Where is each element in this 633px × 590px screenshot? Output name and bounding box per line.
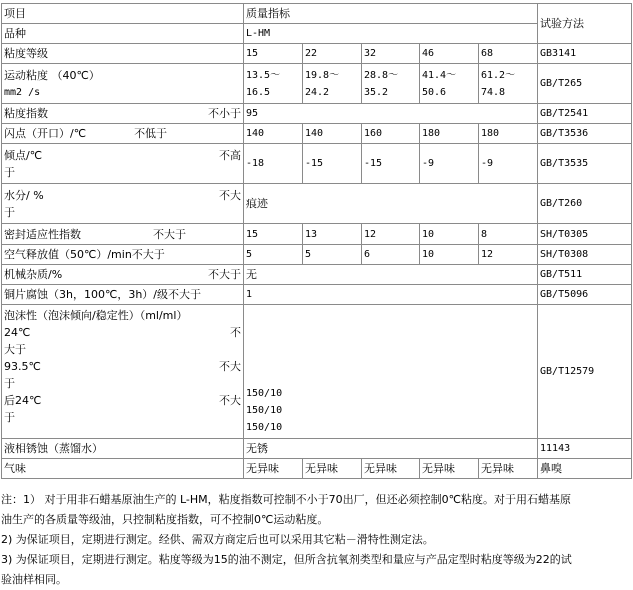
pour-value: -15 bbox=[303, 144, 362, 184]
odor-value: 无异味 bbox=[420, 459, 479, 479]
foam-t2: 93.5℃ bbox=[4, 360, 41, 373]
variety-row bbox=[2, 24, 632, 44]
foam-t2-limit: 不大 bbox=[219, 360, 241, 373]
odor-value: 无异味 bbox=[244, 459, 303, 479]
foam-t3: 后24℃ bbox=[4, 394, 42, 407]
vi-limit: 不小于 bbox=[208, 107, 241, 120]
grade-value: 32 bbox=[362, 44, 420, 64]
vi-label-cell bbox=[2, 104, 244, 124]
flash-value: 140 bbox=[244, 124, 303, 144]
impurity-label: 机械杂质/% bbox=[4, 268, 63, 281]
odor-value: 无异味 bbox=[479, 459, 538, 479]
grade-value: 22 bbox=[303, 44, 362, 64]
method-cell: GB/T260 bbox=[538, 184, 632, 224]
copper-label: 铜片腐蚀（3h，100℃，3h）/级不大于 bbox=[2, 285, 244, 305]
flash-value: 140 bbox=[303, 124, 362, 144]
table-row bbox=[2, 144, 632, 184]
spec-table bbox=[1, 3, 632, 479]
pour-limit: 不高 bbox=[219, 148, 241, 162]
seal-value: 12 bbox=[362, 224, 420, 245]
method-cell: GB3141 bbox=[538, 44, 632, 64]
grade-value: 68 bbox=[479, 44, 538, 64]
viscosity-cell bbox=[420, 64, 479, 104]
note-line: 2) 为保证项目，定期进行测定。经供、需双方商定后也可以采用其它粘－滑特性测定法。 bbox=[1, 533, 434, 546]
table-row bbox=[2, 44, 632, 64]
pour-label-cell bbox=[2, 144, 244, 184]
note-line: 3) 为保证项目，定期进行测定。粘度等级为15的油不测定，但所含抗氧剂类型和量应与产品定型时粘度等级为22的试 bbox=[1, 553, 572, 566]
note-line: 油生产的各质量等级油，只控制粘度指数，可不控制0℃运动粘度。 bbox=[1, 513, 329, 526]
method-cell: GB/T3536 bbox=[538, 124, 632, 144]
foam-t2-limit-cont: 于 bbox=[4, 377, 15, 390]
foam-t1: 24℃ bbox=[4, 326, 31, 339]
method-cell: GB/T5096 bbox=[538, 285, 632, 305]
viscosity-cell bbox=[303, 64, 362, 104]
seal-limit: 不大于 bbox=[153, 227, 186, 241]
pour-limit-cont: 于 bbox=[4, 165, 15, 179]
foam-t3-limit-cont: 于 bbox=[4, 411, 15, 424]
viscosity-max: 24.2 bbox=[305, 86, 330, 98]
foam-t3-limit: 不大 bbox=[219, 394, 241, 407]
foam-value: 150/10 bbox=[246, 422, 283, 433]
foam-t1-limit: 不 bbox=[230, 326, 241, 339]
table-row bbox=[2, 245, 632, 265]
method-cell: SH/T0308 bbox=[538, 245, 632, 265]
viscosity-cell bbox=[362, 64, 420, 104]
air-label: 空气释放值（50℃）/min不大于 bbox=[2, 245, 244, 265]
foam-label: 泡沫性（泡沫倾向/稳定性）（ml/ml） bbox=[4, 309, 188, 322]
water-limit-cont: 于 bbox=[4, 205, 15, 219]
method-cell: GB/T265 bbox=[538, 64, 632, 104]
viscosity-unit: mm2 /s bbox=[4, 86, 41, 98]
viscosity-min: 28.8～ bbox=[364, 69, 399, 81]
table-row bbox=[2, 64, 632, 104]
method-cell: 11143 bbox=[538, 439, 632, 459]
foam-values-cell bbox=[244, 305, 538, 439]
table-row bbox=[2, 439, 632, 459]
note-line: 验油样相同。 bbox=[1, 573, 67, 586]
air-value: 10 bbox=[420, 245, 479, 265]
item-header: 项目 bbox=[2, 4, 244, 24]
table-row bbox=[2, 184, 632, 224]
foam-t1-limit-cont: 大于 bbox=[4, 343, 26, 356]
table-row bbox=[2, 104, 632, 124]
viscosity-max: 50.6 bbox=[422, 86, 447, 98]
note-line: 注：1） 对于用非石蜡基原油生产的 L-HM，粘度指数可控制不小于70出厂，但还必须控制0℃粘度。对于用石蜡基原 bbox=[1, 493, 572, 506]
viscosity-max: 16.5 bbox=[246, 86, 271, 98]
table-row bbox=[2, 459, 632, 479]
copper-value: 1 bbox=[244, 285, 538, 305]
foam-value: 150/10 bbox=[246, 405, 283, 416]
flash-label-cell bbox=[2, 124, 244, 144]
method-cell: SH/T0305 bbox=[538, 224, 632, 245]
odor-value: 无异味 bbox=[362, 459, 420, 479]
table-row bbox=[2, 305, 632, 439]
flash-value: 180 bbox=[420, 124, 479, 144]
method-cell: GB/T511 bbox=[538, 265, 632, 285]
flash-label: 闪点（开口）/℃ bbox=[4, 127, 87, 140]
pour-value: -9 bbox=[420, 144, 479, 184]
foam-value: 150/10 bbox=[246, 388, 283, 399]
rust-label: 液相锈蚀（蒸馏水） bbox=[2, 439, 244, 459]
table-row bbox=[2, 124, 632, 144]
impurity-label-cell bbox=[2, 265, 244, 285]
water-label-cell bbox=[2, 184, 244, 224]
viscosity-min: 61.2～ bbox=[481, 69, 516, 81]
method-cell: 鼻嗅 bbox=[538, 459, 632, 479]
viscosity-max: 35.2 bbox=[364, 86, 389, 98]
viscosity-cell bbox=[244, 64, 303, 104]
air-value: 12 bbox=[479, 245, 538, 265]
viscosity-label-cell bbox=[2, 64, 244, 104]
table-row bbox=[2, 224, 632, 245]
seal-label-cell bbox=[2, 224, 244, 245]
seal-label: 密封适应性指数 bbox=[4, 227, 81, 241]
seal-value: 13 bbox=[303, 224, 362, 245]
viscosity-min: 13.5～ bbox=[246, 69, 281, 81]
notes-section bbox=[1, 490, 629, 590]
air-value: 6 bbox=[362, 245, 420, 265]
impurity-limit: 不大于 bbox=[208, 268, 241, 281]
table-row bbox=[2, 265, 632, 285]
method-cell: GB/T12579 bbox=[538, 305, 632, 439]
quality-header: 质量指标 bbox=[244, 4, 538, 24]
impurity-value: 无 bbox=[244, 265, 538, 285]
vi-value: 95 bbox=[244, 104, 538, 124]
flash-limit: 不低于 bbox=[134, 127, 168, 140]
grade-value: 15 bbox=[244, 44, 303, 64]
grade-label: 粘度等级 bbox=[2, 44, 244, 64]
flash-value: 160 bbox=[362, 124, 420, 144]
air-value: 5 bbox=[303, 245, 362, 265]
variety-value: L-HM bbox=[244, 24, 538, 44]
seal-value: 8 bbox=[479, 224, 538, 245]
method-header: 试验方法 bbox=[538, 4, 632, 44]
odor-label: 气味 bbox=[2, 459, 244, 479]
water-label: 水分/ % bbox=[4, 188, 44, 202]
viscosity-max: 74.8 bbox=[481, 86, 506, 98]
vi-label: 粘度指数 bbox=[4, 107, 48, 120]
viscosity-min: 41.4～ bbox=[422, 69, 457, 81]
water-value: 痕迹 bbox=[244, 184, 538, 224]
grade-value: 46 bbox=[420, 44, 479, 64]
pour-label: 倾点/℃ bbox=[4, 148, 43, 162]
rust-value: 无锈 bbox=[244, 439, 538, 459]
odor-value: 无异味 bbox=[303, 459, 362, 479]
pour-value: -9 bbox=[479, 144, 538, 184]
flash-value: 180 bbox=[479, 124, 538, 144]
header-row bbox=[2, 4, 632, 24]
viscosity-label: 运动粘度 （40℃） bbox=[4, 68, 100, 82]
variety-label: 品种 bbox=[2, 24, 244, 44]
seal-value: 15 bbox=[244, 224, 303, 245]
seal-value: 10 bbox=[420, 224, 479, 245]
table-row bbox=[2, 285, 632, 305]
foam-label-cell bbox=[2, 305, 244, 439]
method-cell: GB/T3535 bbox=[538, 144, 632, 184]
air-value: 5 bbox=[244, 245, 303, 265]
viscosity-cell bbox=[479, 64, 538, 104]
water-limit: 不大 bbox=[219, 188, 241, 202]
pour-value: -15 bbox=[362, 144, 420, 184]
method-cell: GB/T2541 bbox=[538, 104, 632, 124]
pour-value: -18 bbox=[244, 144, 303, 184]
viscosity-min: 19.8～ bbox=[305, 69, 340, 81]
